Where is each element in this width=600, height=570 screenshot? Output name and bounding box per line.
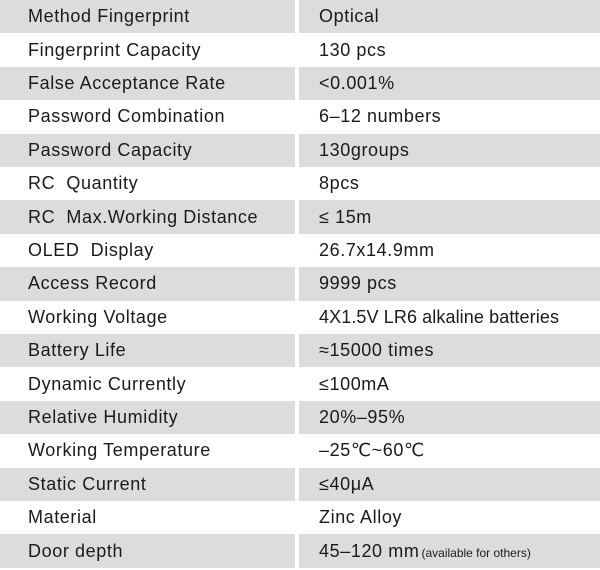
spec-value: ≤ 15m <box>319 206 372 227</box>
spec-value: ≈15000 times <box>319 340 435 361</box>
spec-row-password-combination <box>0 100 600 133</box>
spec-row-oled-display <box>0 234 600 267</box>
spec-label: RC Max.Working Distance <box>28 206 259 227</box>
spec-label: Password Capacity <box>28 139 193 160</box>
spec-value: 130 pcs <box>319 39 387 60</box>
spec-row-rc-max-working-distance <box>0 200 600 233</box>
spec-value: <0.001% <box>319 72 395 93</box>
spec-row-static-current <box>0 468 600 501</box>
spec-label: Material <box>28 507 97 528</box>
spec-value: 4X1.5V LR6 alkaline batteries <box>319 306 560 327</box>
spec-row-door-depth <box>0 534 600 567</box>
spec-label: Dynamic Currently <box>28 373 187 394</box>
spec-value: 6–12 numbers <box>319 106 442 127</box>
spec-row-dynamic-currently <box>0 367 600 400</box>
spec-row-battery-life <box>0 334 600 367</box>
spec-row-rc-quantity <box>0 167 600 200</box>
spec-value: 20%–95% <box>319 406 406 427</box>
spec-row-password-capacity <box>0 134 600 167</box>
spec-label: Fingerprint Capacity <box>28 39 202 60</box>
spec-label: OLED Display <box>28 239 154 260</box>
spec-value: 9999 pcs <box>319 273 397 294</box>
spec-row-method-fingerprint <box>0 0 600 33</box>
spec-value: 8pcs <box>319 173 360 194</box>
spec-label: Password Combination <box>28 106 226 127</box>
spec-label: Battery Life <box>28 340 127 361</box>
spec-label: Method Fingerprint <box>28 6 190 27</box>
spec-value-note: (available for others) <box>421 546 531 561</box>
spec-value: 130groups <box>319 139 410 160</box>
spec-row-working-voltage <box>0 301 600 334</box>
spec-row-material <box>0 501 600 534</box>
spec-value: 26.7x14.9mm <box>319 239 435 260</box>
spec-row-access-record <box>0 267 600 300</box>
spec-value: Optical <box>319 6 380 27</box>
spec-label: False Acceptance Rate <box>28 72 226 93</box>
spec-row-false-acceptance-rate <box>0 67 600 100</box>
spec-value: –25℃~60℃ <box>319 440 425 461</box>
spec-label: Door depth <box>28 540 124 561</box>
spec-value: ≤40μA <box>319 473 375 494</box>
spec-label: RC Quantity <box>28 173 139 194</box>
spec-value: ≤100mA <box>319 373 390 394</box>
spec-label: Working Voltage <box>28 306 168 327</box>
spec-value: Zinc Alloy <box>319 507 403 528</box>
spec-value-main: 45–120 mm <box>319 540 420 561</box>
spec-row-fingerprint-capacity <box>0 33 600 66</box>
spec-label: Relative Humidity <box>28 406 179 427</box>
spec-row-working-temperature <box>0 434 600 467</box>
spec-value <box>299 534 600 567</box>
spec-label: Static Current <box>28 473 147 494</box>
spec-label: Access Record <box>28 273 157 294</box>
spec-row-relative-humidity <box>0 401 600 434</box>
spec-label: Working Temperature <box>28 440 211 461</box>
